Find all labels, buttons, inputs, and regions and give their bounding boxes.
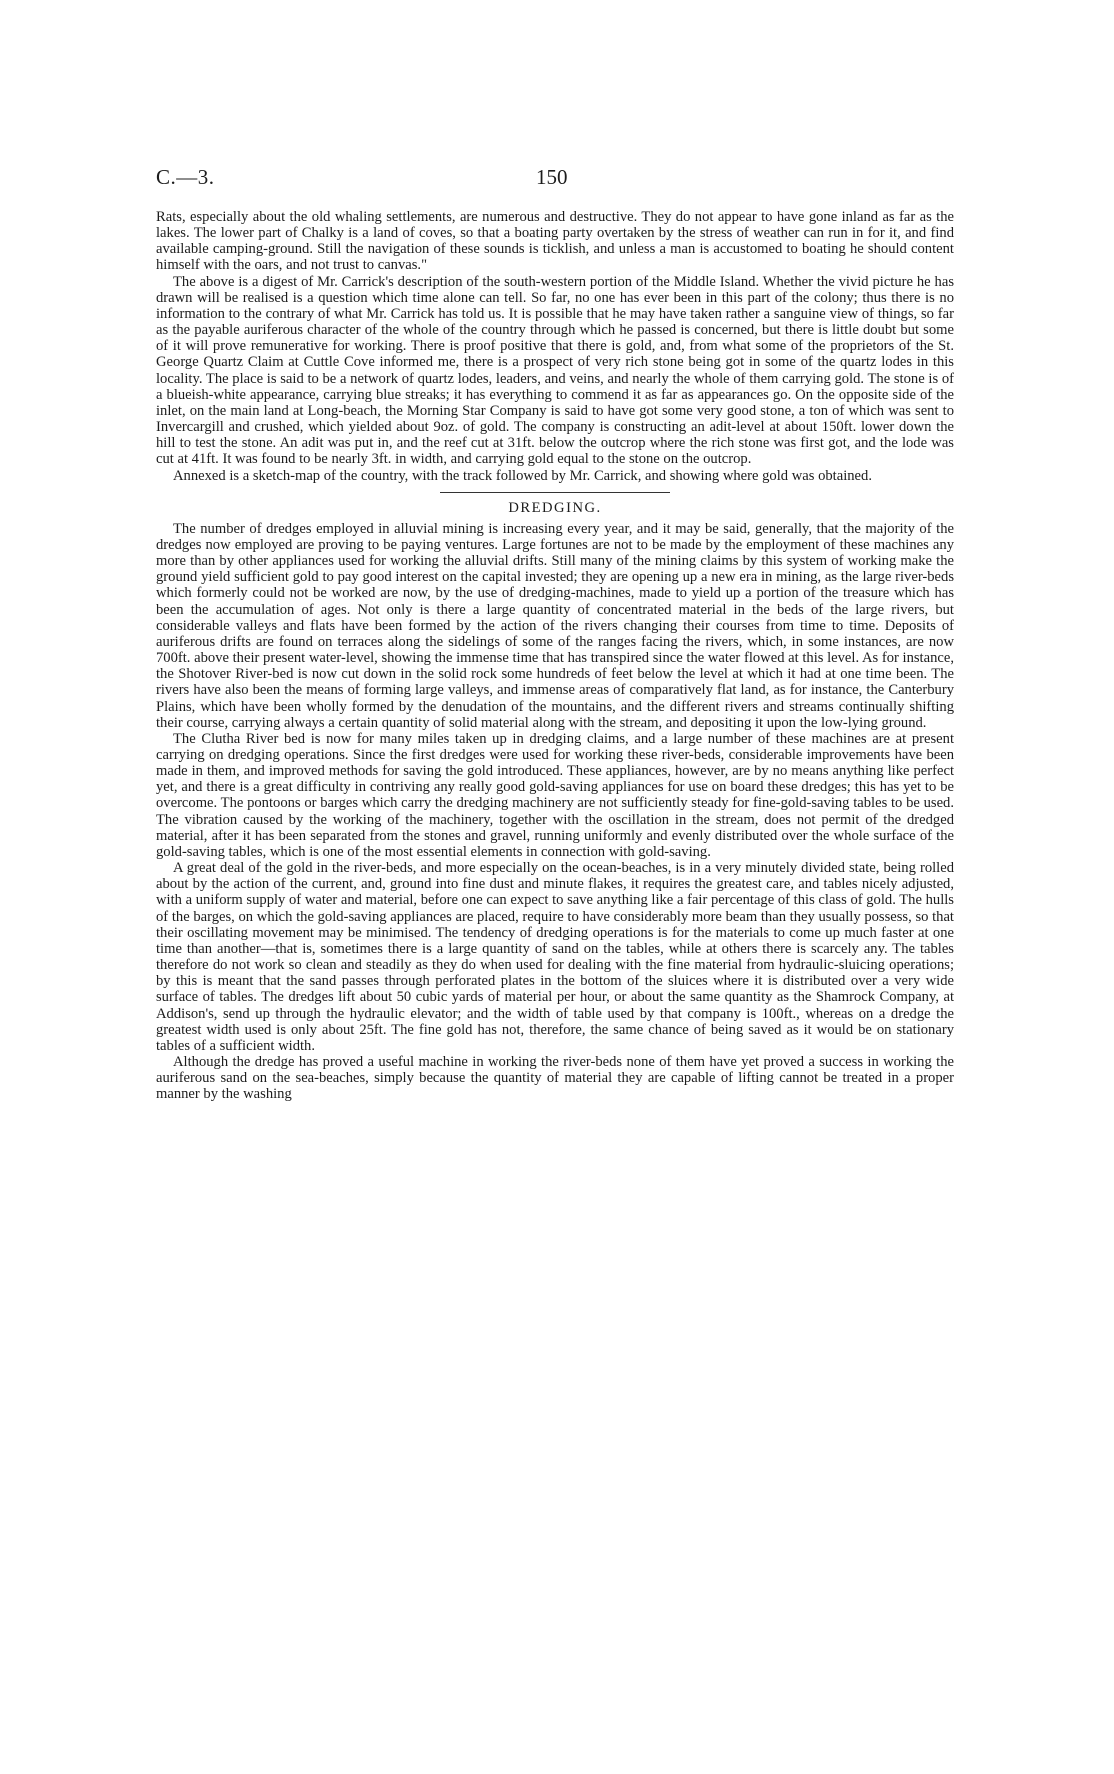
- section-divider: [440, 492, 670, 493]
- page-number: 150: [536, 165, 568, 189]
- paragraph: Annexed is a sketch-map of the country, with the track followed by Mr. Carrick, and showing where gold was obtained.: [173, 467, 872, 484]
- paragraph: Rats, especially about the old whaling settlements, are numerous and destructive. They do not appear to have gone inland as far as the lakes. The lower part of Chalky is a land of coves, so that a boating party overtaken by the stress of weather can run in for it, and find available camping-ground. Still the navigation of these sounds is ticklish, and unless a man is accustomed to boating he should content himself with the oars, and not trust to canvas.": [156, 209, 954, 274]
- paragraph: The Clutha River bed is now for many miles taken up in dredging claims, and a large number of these machines are at present carrying on dredging operations. Since the first dredges were used for working these river-beds, considerable improvements have been made in them, and improved methods for saving the gold introduced. These appliances, however, are by no means anything like perfect yet, and there is a great difficulty in contriving any really good gold-saving appliances for use on board these dredges; this has yet to be overcome. The pontoons or barges which carry the dredging machinery are not sufficiently steady for fine-gold-saving tables to be used. The vibration caused by the working of the machinery, together with the oscillation in the stream, does not permit of the dredged material, after it has been separated from the stones and gravel, running uniformly and evenly distributed over the whole surface of the gold-saving tables, which is one of the most essential elements in connection with gold-saving.: [156, 730, 954, 860]
- paragraph: The number of dredges employed in alluvial mining is increasing every year, and it may be said, generally, that the majority of the dredges now employed are proving to be paying ventures. Large fortunes are not to be made by the employment of these machines any more than by other appliances used for working the alluvial drifts. Still many of the mining claims by this system of working make the ground yield sufficient gold to pay good interest on the capital invested; they are opening up a new era in mining, as the large river-beds which formerly could not be worked are now, by the use of dredging-machines, made to yield up a portion of the treasure which has been the accumulation of ages. Not only is there a large quantity of concentrated material in the beds of the large rivers, but considerable valleys and flats have been formed by the action of the rivers changing their courses from time to time. Deposits of auriferous drifts are found on terraces along the sidelings of some of the ranges facing the rivers, which, in some instances, are now 700ft. above their present water-level, showing the immense time that has transpired since the water flowed at this level. As for instance, the Shotover River-bed is now cut down in the solid rock some hundreds of feet below the level at which it had at one time been. The rivers have also been the means of forming large valleys, and immense areas of comparatively flat land, as for instance, the Canterbury Plains, which have been wholly formed by the denudation of the mountains, and the different rivers and streams continually shifting their course, carrying always a certain quantity of solid material along with the stream, and depositing it upon the low-lying ground.: [156, 520, 954, 731]
- section-heading: DREDGING.: [508, 499, 602, 516]
- page-header: [156, 165, 956, 195]
- paragraph: Although the dredge has proved a useful machine in working the river-beds none of them have yet proved a success in working the auriferous sand on the sea-beaches, simply because the quantity of material they are capable of lifting cannot be treated in a proper manner by the washing: [156, 1053, 954, 1103]
- paragraph: A great deal of the gold in the river-beds, and more especially on the ocean-beaches, is in a very minutely divided state, being rolled about by the action of the current, and, ground into fine dust and minute flakes, it requires the greatest care, and tables nicely adjusted, with a uniform supply of water and material, before one can expect to save anything like a fair percentage of this class of gold. The hulls of the barges, on which the gold-saving appliances are placed, require to have considerably more beam than they usually possess, so that their oscillating movement may be minimised. The tendency of dredging operations is for the materials to come up much faster at one time than another—that is, sometimes there is a large quantity of sand on the tables, while at others there is scarcely any. The tables therefore do not work so clean and steadily as they do when used for dealing with the fine material from hydraulic-sluicing operations; by this is meant that the sand passes through perforated plates in the bottom of the sluices where it is distributed over a very wide surface of tables. The dredges lift about 50 cubic yards of material per hour, or about the same quantity as the Shamrock Company, at Addison's, send up through the hydraulic elevator; and the width of table used by that company is 100ft., whereas on a dredge the greatest width used is only about 25ft. The fine gold has not, therefore, the same chance of being saved as it would be on stationary tables of a sufficient width.: [156, 860, 954, 1054]
- document-reference: C.—3.: [156, 165, 215, 189]
- body-text: [156, 209, 954, 1102]
- paragraph: The above is a digest of Mr. Carrick's description of the south-western portion of the Middle Island. Whether the vivid picture he has drawn will be realised is a question which time alone can tell. So far, no one has ever been in this part of the colony; thus there is no information to the contrary of what Mr. Carrick has told us. It is possible that he may have taken rather a sanguine view of things, so far as the payable auriferous character of the whole of the country through which he passed is concerned, but there is little doubt but some of it will prove remunerative for working. There is proof positive that there is gold, and, from what some of the proprietors of the St. George Quartz Claim at Cuttle Cove informed me, there is a prospect of very rich stone being got in some of the quartz lodes in this locality. The place is said to be a network of quartz lodes, leaders, and veins, and nearly the whole of them carrying gold. The stone is of a blueish-white appearance, carrying blue streaks; it has everything to commend it as far as appearances go. On the opposite side of the inlet, on the main land at Long-beach, the Morning Star Company is said to have got some very good stone, a ton of which was sent to Invercargill and crushed, which yielded about 9oz. of gold. The company is constructing an adit-level at about 150ft. lower down the hill to test the stone. An adit was put in, and the reef cut at 31ft. below the outcrop where the rich stone was first got, and the lode was cut at 41ft. It was found to be nearly 3ft. in width, and carrying gold equal to the stone on the outcrop.: [156, 273, 954, 468]
